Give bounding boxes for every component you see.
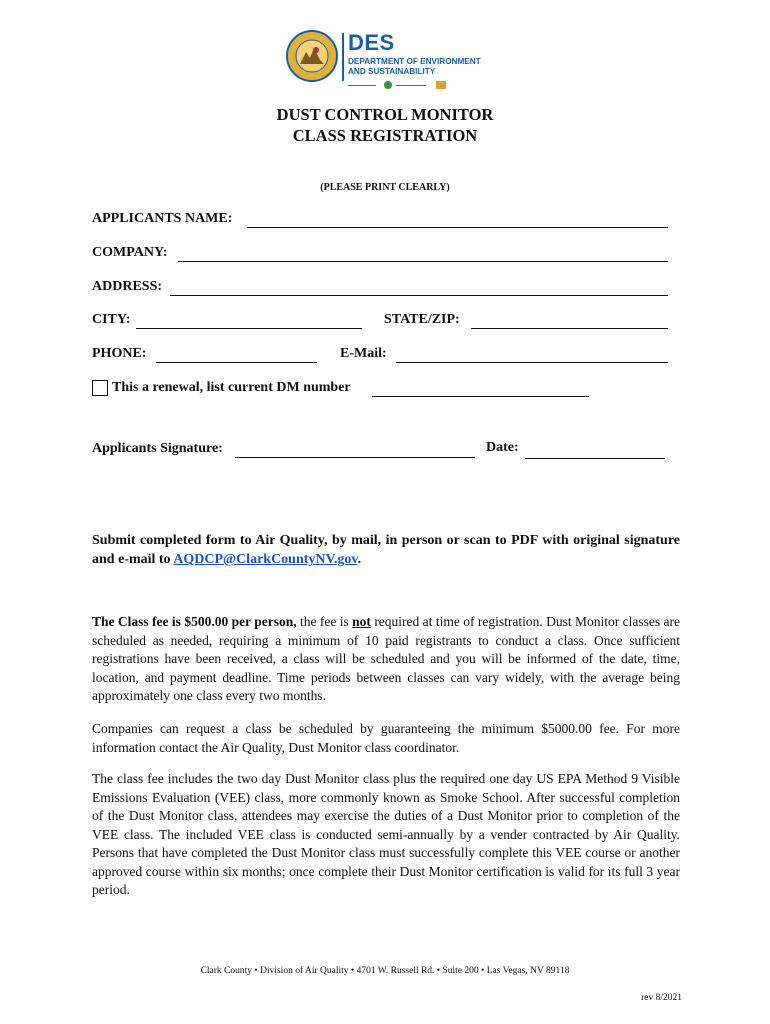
email-field[interactable] [396, 362, 668, 363]
date-field[interactable] [525, 458, 665, 459]
partner-logos-icon [348, 80, 478, 90]
address-field[interactable] [170, 295, 668, 296]
signature-label: Applicants Signature: [92, 441, 223, 456]
city-field[interactable] [136, 328, 362, 329]
fee-paragraph: The Class fee is $500.00 per person, the fee is not required at time of registration. Dust Monitor classes are scheduled as needed, requiring a minimum of 10 paid registrants to conduct a class. Once sufficient registrations have been received, a class will be scheduled and you will be informed of the date, time, location, and payment deadline. Time periods between classes can vary widely, with the average being approximately one class every two months. [92, 614, 680, 703]
renewal-label: This a renewal, list current DM number [112, 380, 351, 395]
footer-address: Clark County • Division of Air Quality • 4701 W. Russell Rd. • Suite 200 • Las Vegas, NV 89118 [200, 966, 570, 976]
logo-title: DES [348, 30, 395, 55]
email-label: E-Mail: [340, 346, 387, 361]
class-fee-paragraph: The class fee includes the two day Dust Monitor class plus the required one day US EPA Method 9 Visible Emissions Evaluation (VEE) class, more commonly known as Smoke School. After successful completion of the Dust Monitor class, attendees may exercise the duties of a Dust Monitor prior to completion of the VEE class. The included VEE class is conducted semi-annually by a vender contracted by Air Quality. Persons that have completed the Dust Monitor class must successfully complete this VEE course or another approved course within six months; once complete their Dust Monitor certification is valid for its full 3 year period. [92, 771, 680, 897]
address-label: ADDRESS: [92, 279, 163, 294]
des-logo [286, 30, 486, 92]
company-label: COMPANY: [92, 245, 168, 260]
page-title: DUST CONTROL MONITOR CLASS REGISTRATION [276, 105, 494, 145]
applicant-name-label: APPLICANTS NAME: [92, 211, 233, 226]
print-note: (PLEASE PRINT CLEARLY) [320, 182, 450, 193]
submit-instructions: Submit completed form to Air Quality, by mail, in person or scan to PDF with original signature and e-mail to AQDCP@ClarkCountyNV.gov. [92, 533, 680, 567]
date-label: Date: [486, 440, 519, 455]
companies-paragraph: Companies can request a class be scheduled by guaranteeing the minimum $5000.00 fee. For more information contact the Air Quality, Dust Monitor class coordinator. [92, 721, 680, 755]
email-link[interactable]: AQDCP@ClarkCountyNV.gov [173, 552, 358, 567]
revision-date: rev 8/2021 [641, 993, 682, 1003]
renewal-checkbox[interactable] [92, 380, 108, 396]
phone-label: PHONE: [92, 346, 147, 361]
city-label: CITY: [92, 312, 131, 327]
company-field[interactable] [178, 261, 668, 262]
logo-subtitle: DEPARTMENT OF ENVIRONMENT AND SUSTAINABILITY [348, 57, 481, 76]
dm-number-field[interactable] [372, 396, 589, 397]
applicant-name-field[interactable] [247, 227, 668, 228]
signature-field[interactable] [235, 457, 475, 458]
phone-field[interactable] [156, 362, 317, 363]
statezip-field[interactable] [471, 328, 668, 329]
logo-divider [342, 33, 344, 81]
clark-county-seal-icon [286, 30, 338, 82]
statezip-label: STATE/ZIP: [384, 312, 460, 327]
